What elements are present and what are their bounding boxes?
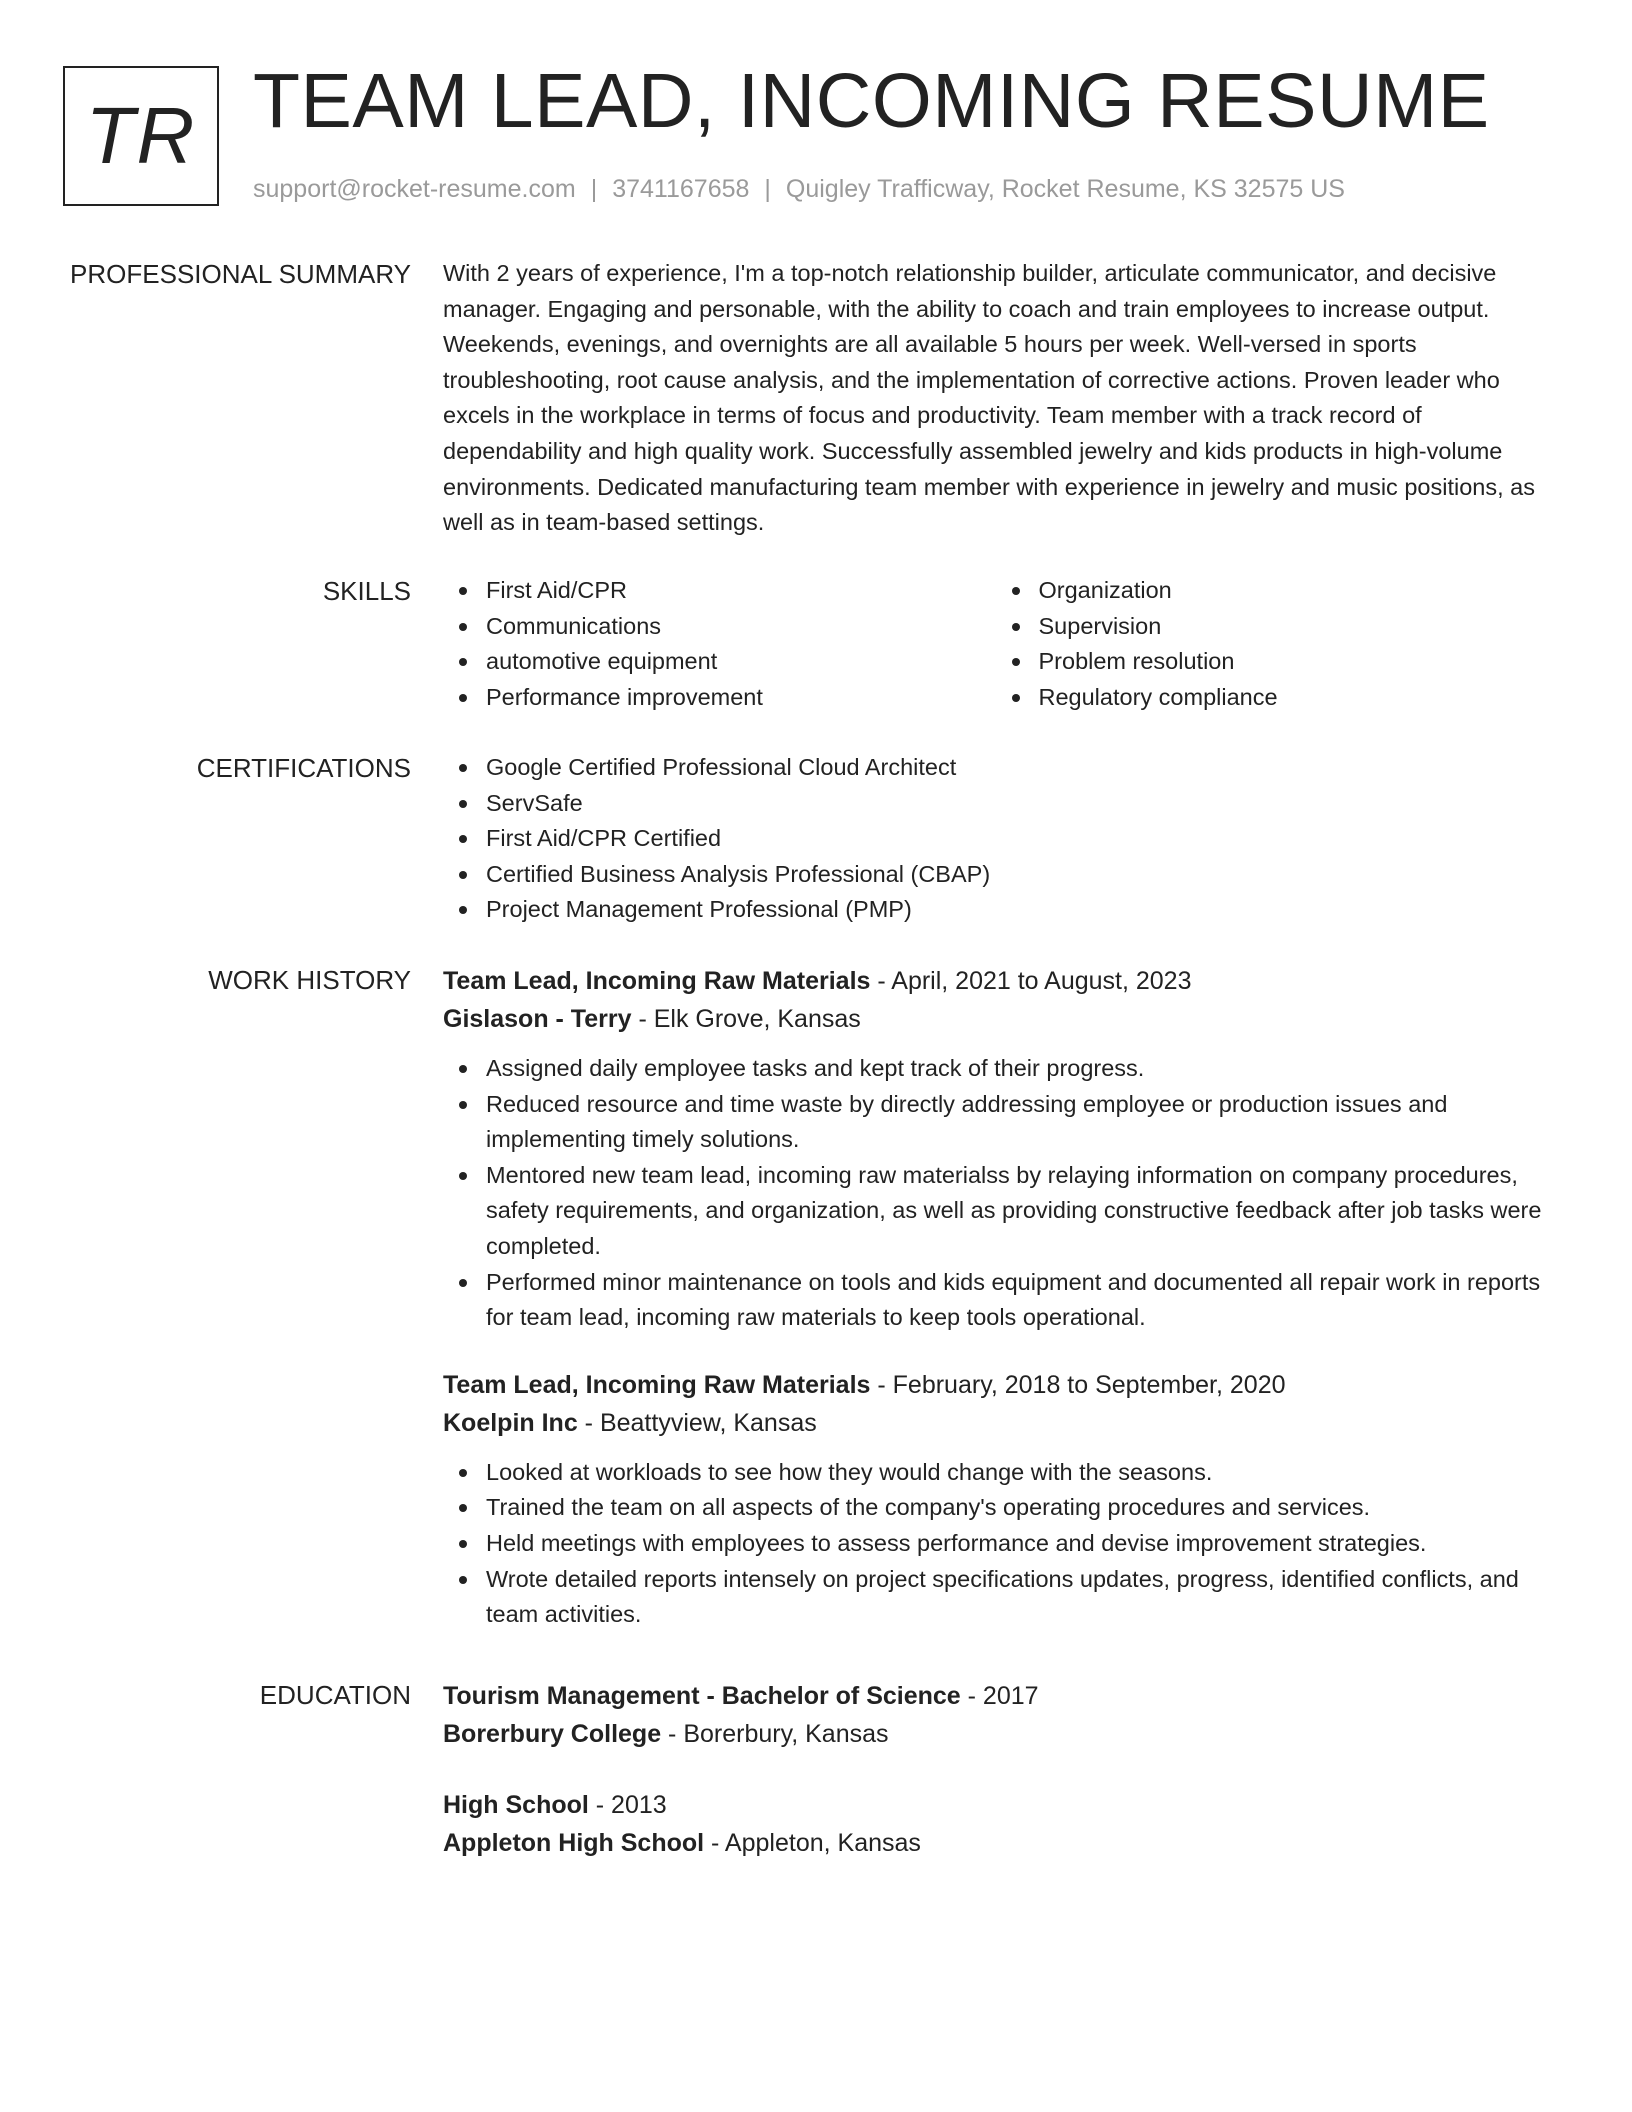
education-institution: [443, 1715, 1548, 1753]
monogram-logo: [63, 66, 219, 206]
job-location: - Beattyview, Kansas: [577, 1408, 817, 1437]
certifications-list: [443, 750, 1548, 928]
skill-item: Regulatory compliance: [1039, 680, 1549, 716]
contact-separator: |: [764, 175, 771, 203]
monogram-initials: TR: [85, 91, 197, 180]
skill-item: Supervision: [1039, 609, 1549, 645]
education-location: - Appleton, Kansas: [704, 1829, 921, 1857]
job-company: Gislason - Terry: [443, 1005, 632, 1033]
job-company: Koelpin Inc: [443, 1408, 578, 1437]
contact-email[interactable]: support@rocket-resume.com: [253, 175, 576, 203]
education-degree: Tourism Management - Bachelor of Science: [443, 1682, 961, 1710]
job-duties-list: [443, 1455, 1548, 1633]
work-history-body: [443, 962, 1548, 1663]
skills-list-left: [443, 573, 996, 715]
section-label: CERTIFICATIONS: [196, 753, 411, 783]
resume-title: TEAM LEAD, INCOMING RESUME: [253, 58, 1490, 144]
job-duties-list: [443, 1051, 1548, 1336]
summary-body: [443, 256, 1548, 541]
contact-address: Quigley Trafficway, Rocket Resume, KS 32575 US: [785, 175, 1345, 203]
certifications-body: [443, 750, 1548, 928]
education-heading: [443, 1677, 1548, 1715]
job-dates: - April, 2021 to August, 2023: [870, 967, 1192, 995]
job-heading: [443, 962, 1548, 1000]
contact-line: [253, 172, 1345, 206]
education-year: - 2017: [960, 1682, 1039, 1710]
skill-item: automotive equipment: [486, 644, 996, 680]
education-heading: [443, 1786, 1548, 1824]
education-institution: [443, 1824, 1548, 1862]
job-duty: Mentored new team lead, incoming raw materialss by relaying information on company procedures, safety requirements, and organization, as well as providing constructive feedback after job tasks were completed.: [486, 1158, 1548, 1265]
education-school: Appleton High School: [443, 1829, 705, 1857]
job-dates: - February, 2018 to September, 2020: [870, 1370, 1286, 1399]
certification-item: Project Management Professional (PMP): [486, 892, 1548, 928]
job-duty: Performed minor maintenance on tools and kids equipment and documented all repair work in reports for team lead, incoming raw materials to keep tools operational.: [486, 1265, 1548, 1336]
section-label: PROFESSIONAL SUMMARY: [70, 259, 411, 289]
skill-item: Problem resolution: [1039, 644, 1549, 680]
certification-item: Certified Business Analysis Professional (CBAP): [486, 857, 1548, 893]
skill-item: Communications: [486, 609, 996, 645]
skills-list-right: [996, 573, 1549, 715]
job-title: Team Lead, Incoming Raw Materials: [443, 1370, 871, 1399]
skill-item: First Aid/CPR: [486, 573, 996, 609]
education-body: [443, 1677, 1548, 1895]
skills-body: [443, 573, 1548, 715]
education-entry: [443, 1786, 1548, 1862]
contact-separator: |: [590, 175, 598, 203]
job-duty: Trained the team on all aspects of the company's operating procedures and services.: [486, 1490, 1548, 1526]
skill-item: Performance improvement: [486, 680, 996, 716]
section-label: EDUCATION: [259, 1680, 411, 1710]
job-employer: [443, 1404, 1548, 1442]
job-duty: Held meetings with employees to assess performance and devise improvement strategies.: [486, 1526, 1548, 1562]
certification-item: ServSafe: [486, 786, 1548, 822]
summary-text: With 2 years of experience, I'm a top-notch relationship builder, articulate communicator, and decisive manager. Engaging and personable, with the ability to coach and train employees to increase output. Weekends, evenings, and overnights are all available 5 hours per week. Well-versed in sports troubleshooting, root cause analysis, and the implementation of corrective actions. Proven leader who excels in the workplace in terms of focus and productivity. Team member with a track record of dependability and high quality work. Successfully assembled jewelry and kids products in high-volume environments. Dedicated manufacturing team member with experience in jewelry and music positions, as well as in team-based settings.: [443, 260, 1535, 536]
skill-item: Organization: [1039, 573, 1549, 609]
education-school: Borerbury College: [443, 1720, 662, 1748]
section-label: SKILLS: [322, 576, 411, 606]
job-employer: [443, 1000, 1548, 1038]
education-degree: High School: [443, 1791, 589, 1819]
job-duty: Assigned daily employee tasks and kept track of their progress.: [486, 1051, 1548, 1087]
job-duty: Looked at workloads to see how they would change with the seasons.: [486, 1455, 1548, 1491]
job-title: Team Lead, Incoming Raw Materials: [443, 967, 871, 995]
job-duty: Wrote detailed reports intensely on project specifications updates, progress, identified conflicts, and team activities.: [486, 1562, 1548, 1633]
job-heading: [443, 1366, 1548, 1404]
job-entry: [443, 962, 1548, 1336]
job-location: - Elk Grove, Kansas: [631, 1005, 861, 1033]
job-duty: Reduced resource and time waste by directly addressing employee or production issues and implementing timely solutions.: [486, 1087, 1548, 1158]
certification-item: First Aid/CPR Certified: [486, 821, 1548, 857]
education-year: - 2013: [588, 1791, 667, 1819]
contact-phone[interactable]: 3741167658: [612, 175, 750, 203]
education-entry: [443, 1677, 1548, 1753]
education-location: - Borerbury, Kansas: [661, 1720, 889, 1748]
job-entry: [443, 1366, 1548, 1633]
section-label: WORK HISTORY: [208, 965, 411, 995]
certification-item: Google Certified Professional Cloud Architect: [486, 750, 1548, 786]
